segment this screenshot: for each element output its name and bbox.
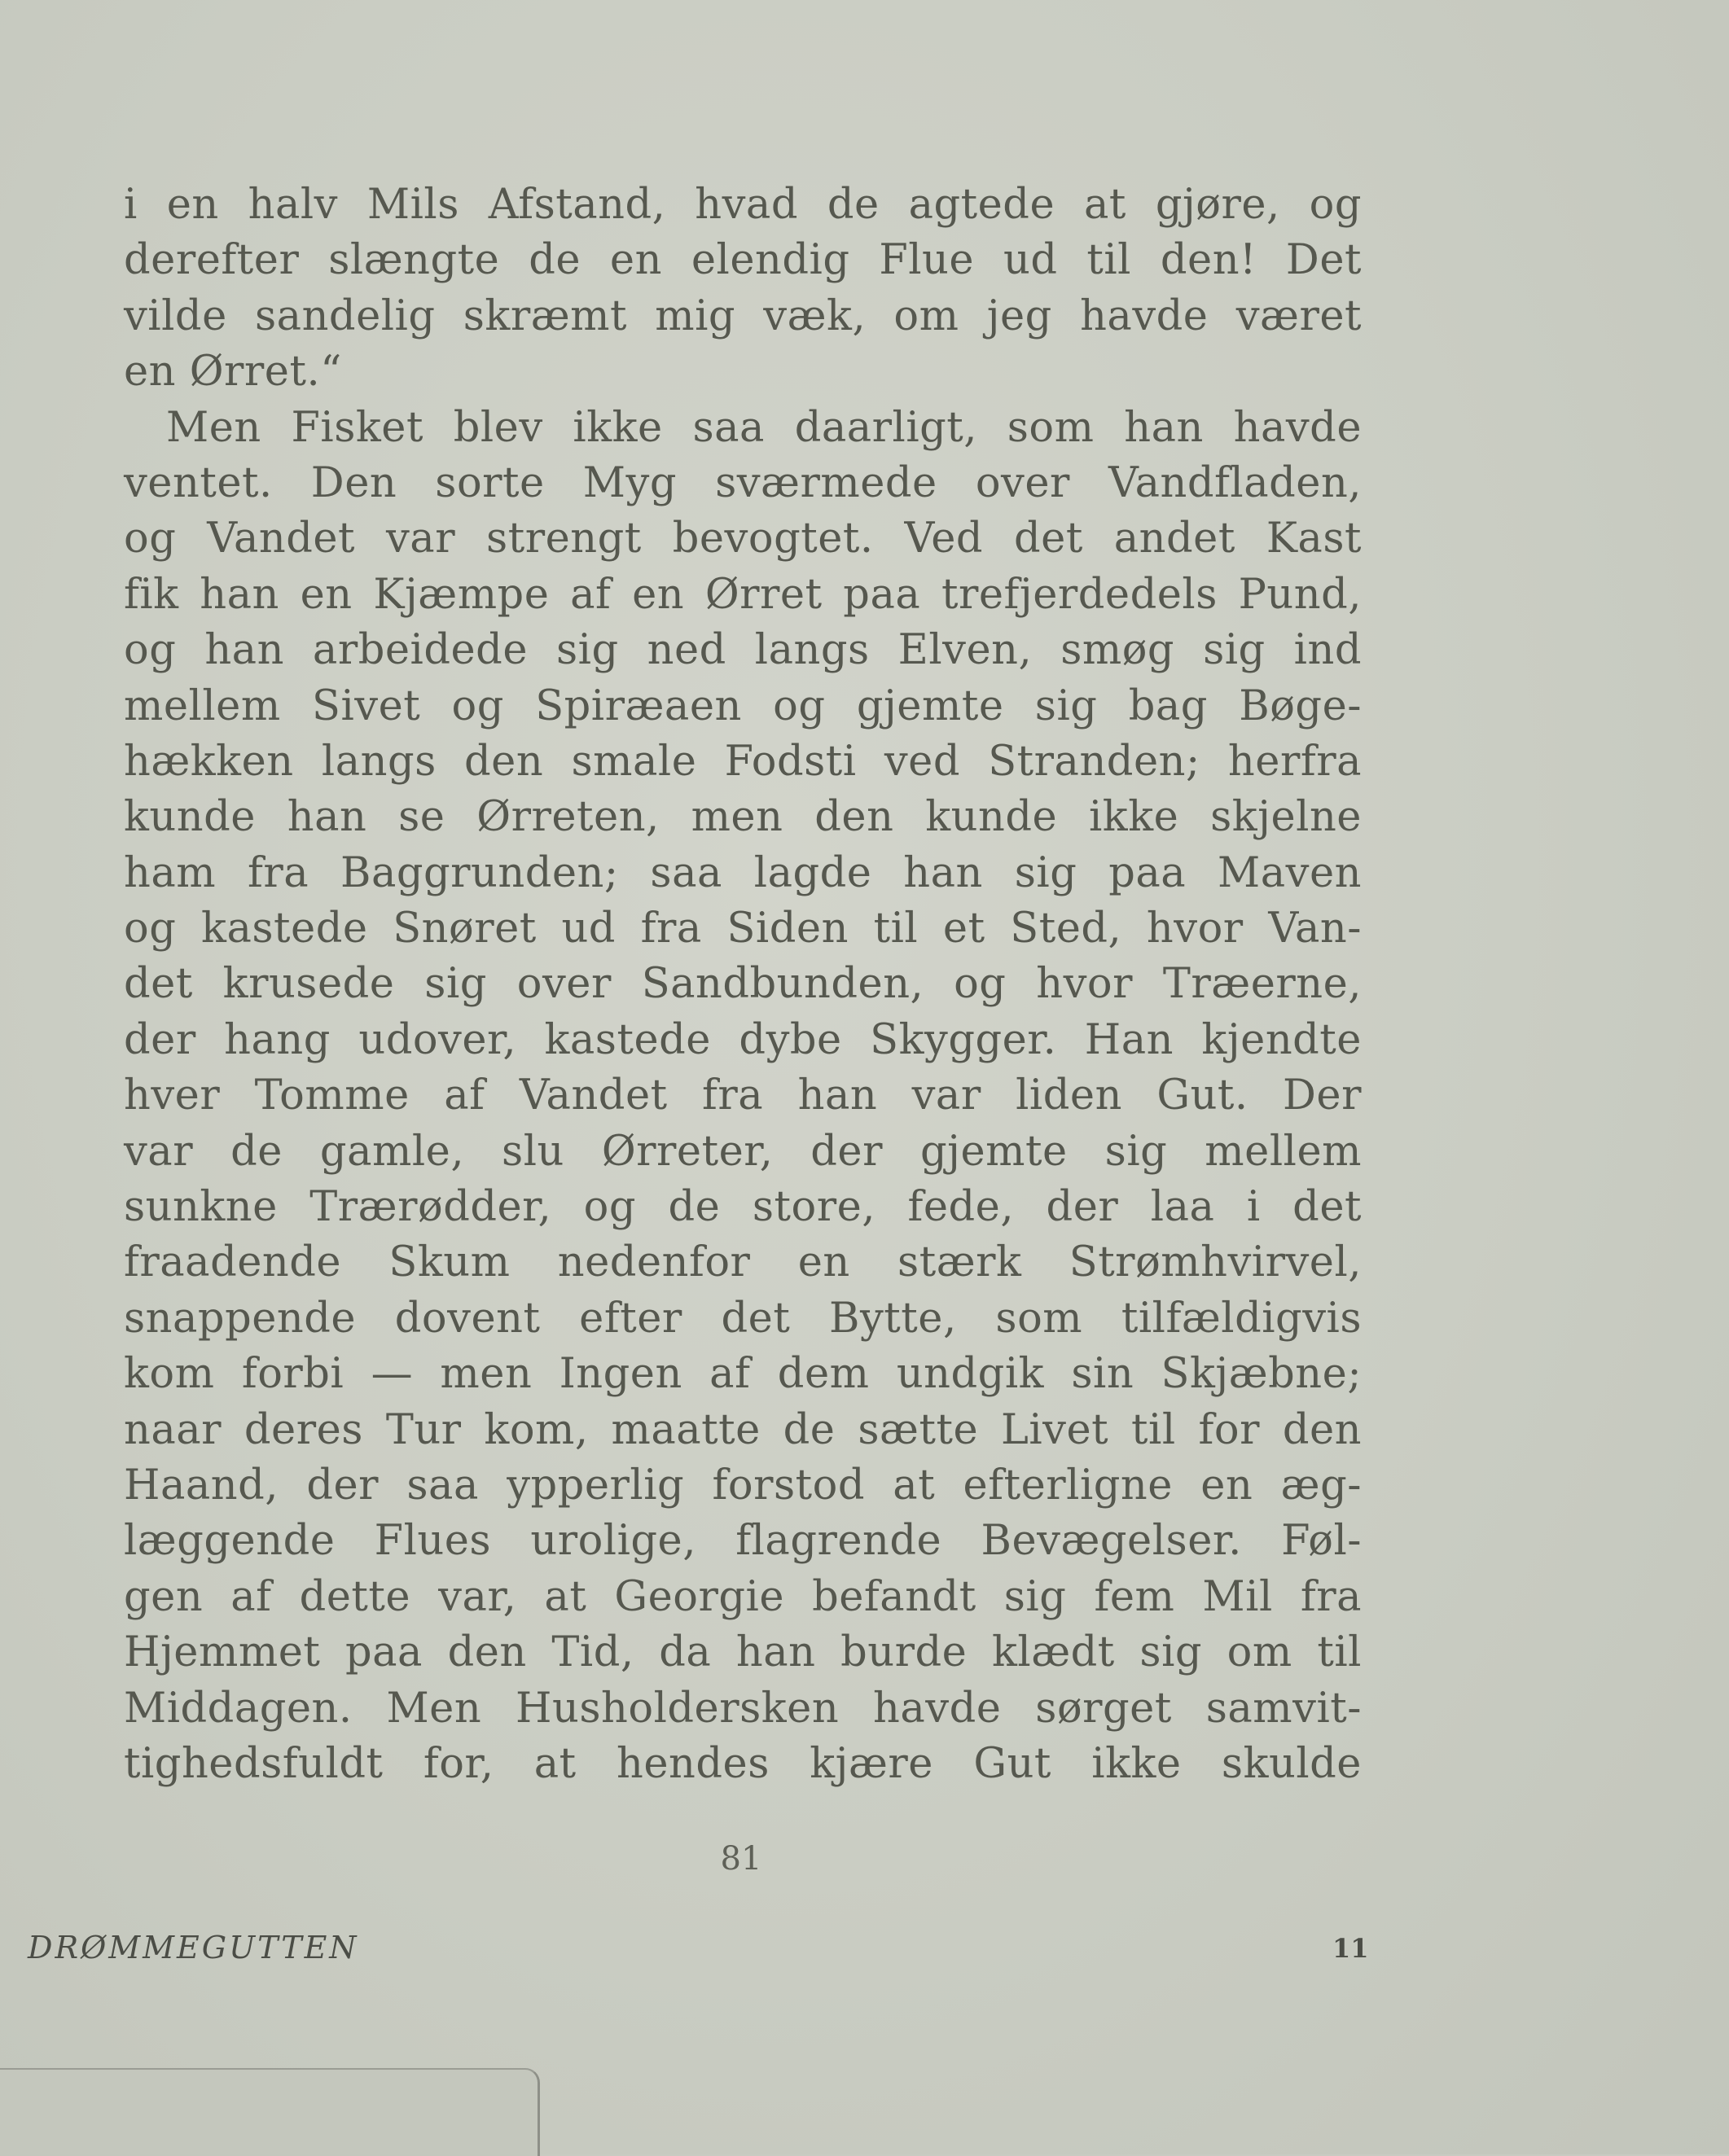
text-line: og kastede Snøret ud fra Siden til et Sted, hvor Van- bbox=[124, 905, 1362, 953]
text-line: tighedsfuldt for, at hendes kjære Gut ikke skulde bbox=[124, 1739, 1362, 1788]
text-line: kunde han se Ørreten, men den kunde ikke skjelne bbox=[124, 793, 1362, 842]
text-line: og Vandet var strengt bevogtet. Ved det andet Kast bbox=[124, 515, 1362, 563]
text-line: snappende dovent efter det Bytte, som tilfældigvis bbox=[124, 1294, 1362, 1343]
page-number: 81 bbox=[720, 1840, 762, 1878]
text-line: det krusede sig over Sandbunden, og hvor Træerne, bbox=[124, 960, 1362, 1009]
text-line: derefter slængte de en elendig Flue ud til den! Det bbox=[124, 236, 1362, 285]
text-line: ventet. Den sorte Myg sværmede over Vandfladen, bbox=[124, 458, 1362, 507]
text-line: gen af dette var, at Georgie befandt sig fem Mil fra bbox=[124, 1572, 1362, 1621]
text-line: hækken langs den smale Fodsti ved Stranden; herfra bbox=[124, 737, 1362, 786]
text-line: i en halv Mils Afstand, hvad de agtede at gjøre, og bbox=[124, 181, 1362, 229]
text-line: en Ørret.“ bbox=[124, 348, 342, 397]
text-line: var de gamle, slu Ørreter, der gjemte sig mellem bbox=[124, 1127, 1362, 1176]
text-line: vilde sandelig skræmt mig væk, om jeg havde været bbox=[124, 291, 1362, 340]
body-text bbox=[124, 177, 1362, 1792]
text-line: mellem Sivet og Spiræaen og gjemte sig bag Bøge- bbox=[124, 681, 1362, 730]
text-line: hver Tomme af Vandet fra han var liden Gut. Der bbox=[124, 1071, 1362, 1120]
text-line: ham fra Baggrunden; saa lagde han sig paa Maven bbox=[124, 848, 1362, 897]
text-line: der hang udover, kastede dybe Skygger. Han kjendte bbox=[124, 1015, 1362, 1064]
text-line: fraadende Skum nedenfor en stærk Strømhvirvel, bbox=[124, 1238, 1362, 1287]
text-line: fik han en Kjæmpe af en Ørret paa trefjerdedels Pund, bbox=[124, 570, 1362, 619]
text-line: Hjemmet paa den Tid, da han burde klædt sig om til bbox=[124, 1628, 1362, 1677]
text-line: sunkne Trærødder, og de store, fede, der laa i det bbox=[124, 1183, 1362, 1232]
text-line: Haand, der saa ypperlig forstod at efterligne en æg- bbox=[124, 1461, 1362, 1510]
text-line: naar deres Tur kom, maatte de sætte Livet til for den bbox=[124, 1405, 1362, 1454]
signature-title: DRØMMEGUTTEN bbox=[28, 1930, 359, 1965]
signature-number: 11 bbox=[1332, 1933, 1369, 1964]
text-line: læggende Flues urolige, flagrende Bevægelser. Føl- bbox=[124, 1517, 1362, 1566]
text-line: og han arbeidede sig ned langs Elven, smøg sig ind bbox=[124, 626, 1362, 675]
bookmark-card bbox=[0, 2068, 540, 2156]
text-line: Men Fisket blev ikke saa daarligt, som han havde bbox=[166, 403, 1362, 452]
text-line: kom forbi — men Ingen af dem undgik sin Skjæbne; bbox=[124, 1350, 1362, 1399]
text-line: Middagen. Men Husholdersken havde sørget samvit- bbox=[124, 1684, 1362, 1733]
